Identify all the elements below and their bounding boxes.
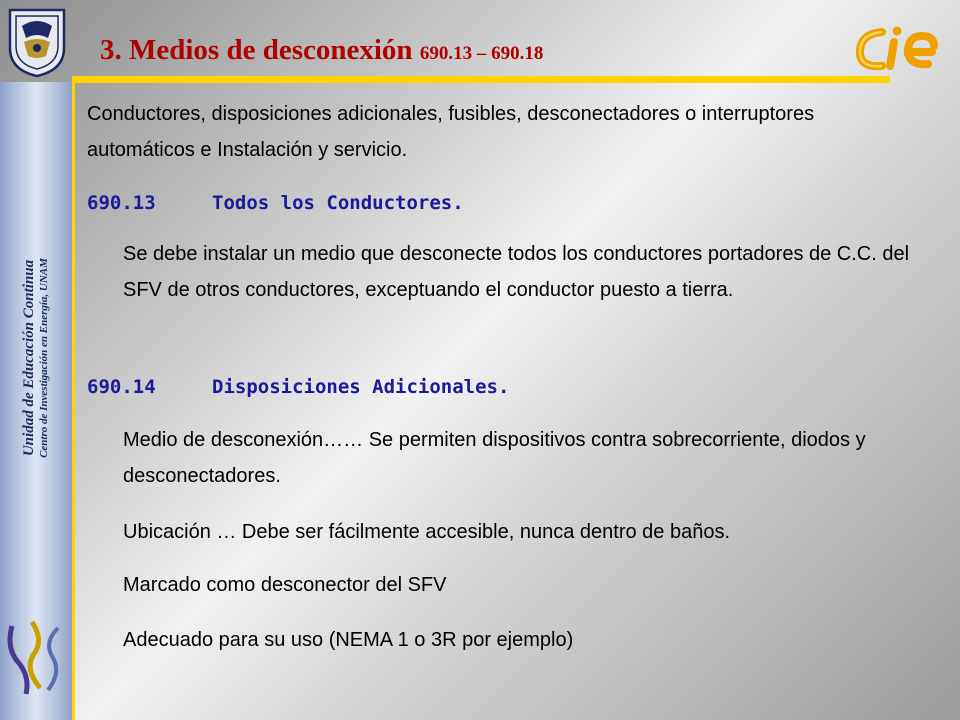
section-paragraph: Adecuado para su uso (NEMA 1 o 3R por ejemplo) [123, 629, 574, 651]
section-heading-690-13 [87, 192, 464, 214]
section-paragraph: Ubicación … Debe ser fácilmente accesible, nunca dentro de baños. [123, 521, 731, 543]
sidebar-line-2: Centro de Investigación en Energía, UNAM [38, 258, 50, 458]
sidebar-divider [72, 82, 75, 720]
title-underline [72, 76, 890, 83]
section-number: 690.13 [87, 192, 156, 214]
unam-crest-icon [6, 4, 68, 78]
title-text: 3. Medios de desconexión [100, 34, 413, 66]
section-title: Todos los Conductores. [212, 192, 464, 214]
energy-wave-logo-icon [4, 618, 70, 696]
intro-paragraph: Conductores, disposiciones adicionales, fusibles, desconectadores o interruptores automáticos e Instalación y servicio. [87, 103, 815, 161]
section-heading-690-14 [87, 376, 509, 398]
cie-logo-icon [852, 22, 942, 74]
sidebar-caption [21, 258, 51, 458]
section-title: Disposiciones Adicionales. [212, 376, 510, 398]
section-paragraph: Marcado como desconector del SFV [123, 574, 447, 596]
section-paragraph: Se debe instalar un medio que desconecte todos los conductores portadores de C.C. del SFV de otros conductores, exceptuando el conductor puesto a tierra. [123, 243, 910, 301]
section-number: 690.14 [87, 376, 156, 398]
sidebar-line-1: Unidad de Educación Continua [21, 259, 37, 457]
section-paragraph: Medio de desconexión…… Se permiten dispositivos contra sobrecorriente, diodos y desconectadores. [123, 429, 866, 487]
page-title [100, 34, 543, 67]
title-range: 690.13 – 690.18 [419, 43, 544, 64]
